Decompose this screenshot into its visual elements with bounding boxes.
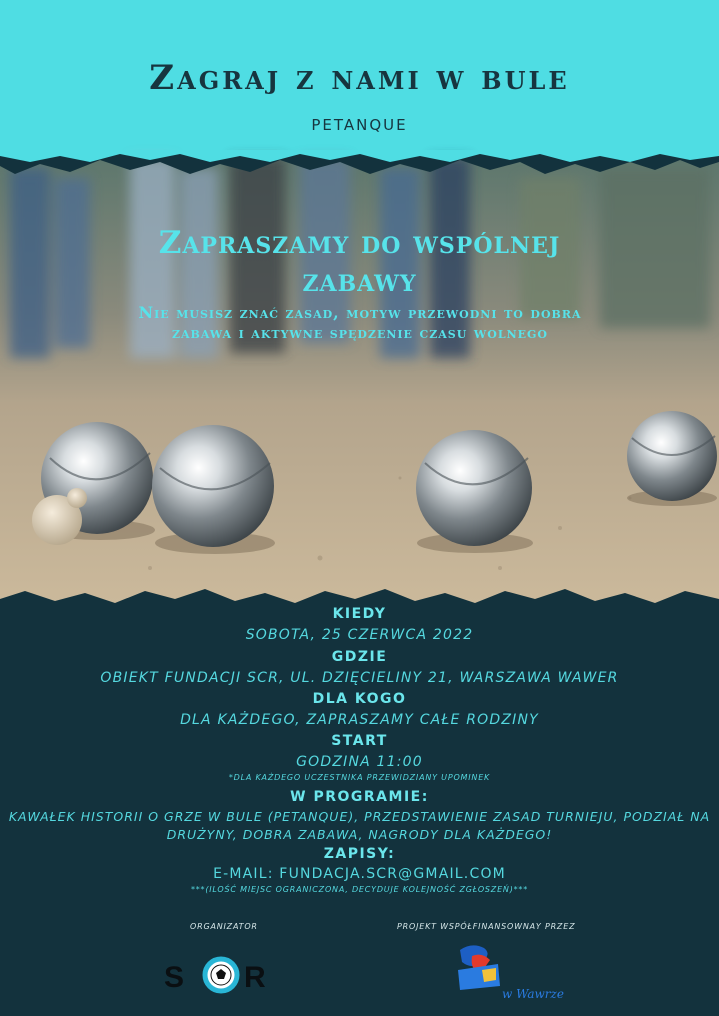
start-note: *DLA KAŻDEGO UCZESTNIKA PRZEWIDZIANY UPOMINEK	[228, 773, 491, 782]
invite-title	[0, 224, 719, 300]
where-label: GDZIE	[331, 649, 388, 665]
when-label: KIEDY	[332, 606, 387, 622]
svg-text:w Wawrze: w Wawrze	[502, 987, 564, 1001]
for-whom-value: DLA KAŻDEGO, ZAPRASZAMY CAŁE RODZINY	[180, 712, 539, 728]
where-value: OBIEKT FUNDACJI SCR, UL. DZIĘCIELINY 21, WARSZAWA WAWER	[100, 670, 619, 686]
svg-text:R: R	[244, 961, 266, 994]
program-label: W PROGRAMIE:	[290, 789, 429, 805]
scr-logo	[164, 955, 289, 995]
cofinance-label: PROJEKT WSPÓŁFINANSOWNAY PRZEZ	[397, 922, 576, 931]
invite-subtitle	[40, 303, 680, 343]
signup-label: ZAPISY:	[323, 846, 396, 862]
for-whom-label: DLA KOGO	[312, 691, 407, 707]
start-label: START	[331, 733, 388, 749]
invite-title-line2: zabawy	[302, 263, 417, 299]
program-line1: KAWAŁEK HISTORII O GRZE W BULE (PETANQUE), PRZEDSTAWIENIE ZASAD TURNIEJU, PODZIAŁ NA	[8, 809, 711, 824]
torn-edge-top	[0, 150, 719, 182]
invite-title-line1: Zapraszamy do wspólnej	[158, 225, 561, 261]
page-subtitle: PETANQUE	[311, 116, 408, 134]
organizer-label: ORGANIZATOR	[190, 922, 258, 931]
program-line2: DRUŻYNY, DOBRA ZABAWA, NAGRODY DLA KAŻDEGO!	[166, 827, 553, 842]
signup-note: ***(ILOŚĆ MIEJSC OGRANICZONA, DECYDUJE KOLEJNOŚĆ ZGŁOSZEŃ)***	[190, 885, 529, 894]
page-title: Zagraj z nami w bule	[149, 58, 570, 98]
invite-subtitle-line2: zabawa i aktywne spędzenie czasu wolnego	[171, 323, 549, 342]
svg-text:S: S	[164, 961, 185, 994]
when-value: SOBOTA, 25 CZERWCA 2022	[245, 627, 474, 643]
signup-email[interactable]: E-MAIL: FUNDACJA.SCR@GMAIL.COM	[213, 866, 506, 882]
start-value: GODZINA 11:00	[296, 754, 423, 770]
invite-subtitle-line1: Nie musisz znać zasad, motyw przewodni to dobra	[138, 303, 582, 322]
wawer-logo	[452, 940, 564, 1004]
